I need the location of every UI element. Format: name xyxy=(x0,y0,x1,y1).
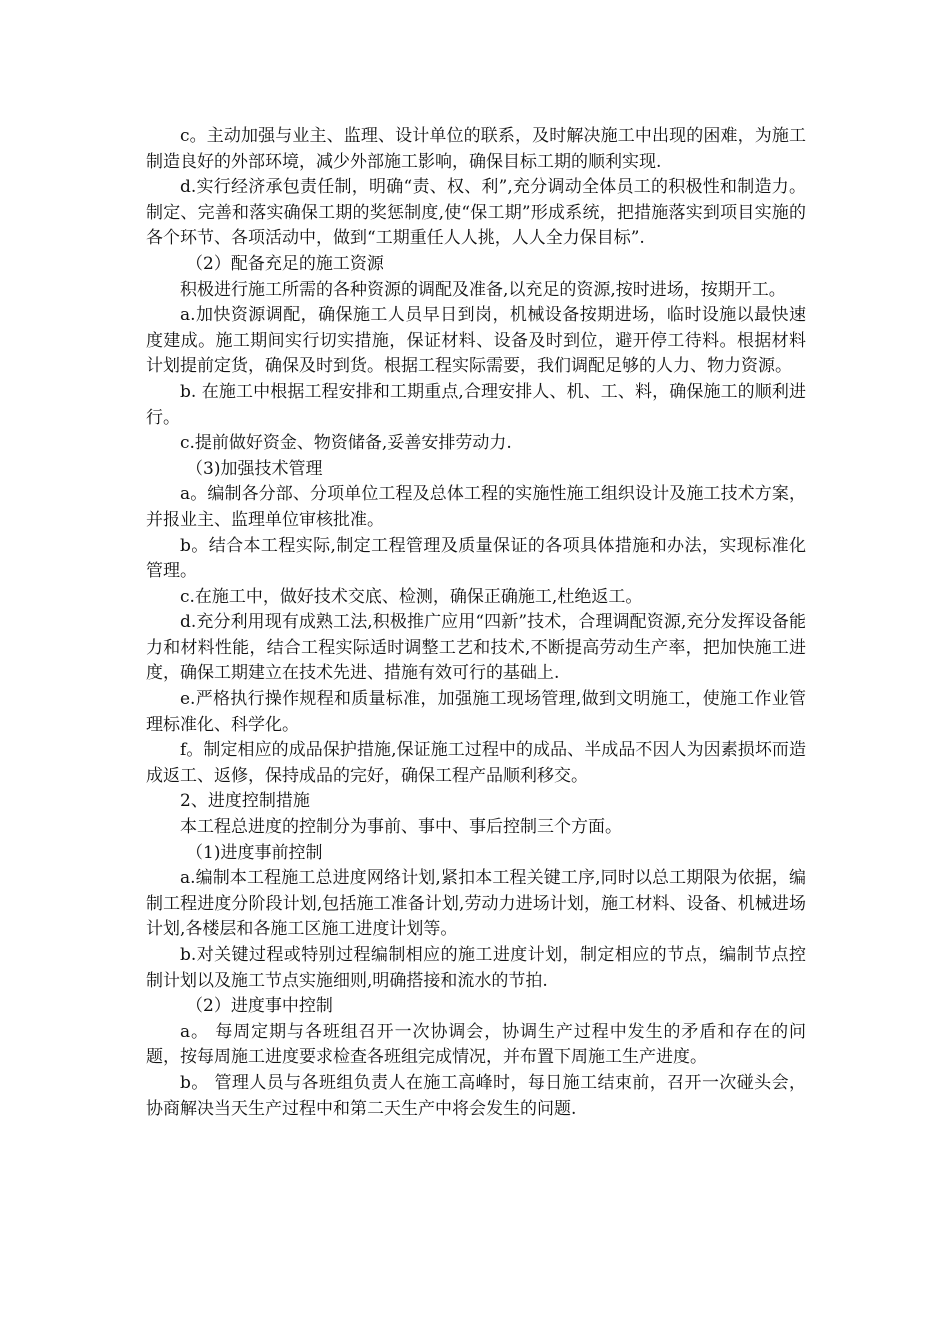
paragraph-f-protection: f。制定相应的成品保护措施,保证施工过程中的成品、半成品不因人为因素损坏而造成返工、返修，保持成品的完好，确保工程产品顺利移交。 xyxy=(146,740,806,786)
paragraph-a-network-plan: a.编制本工程施工总进度网络计划,紧扣本工程关键工序,同时以总工期限为依据，编制工程进度分阶段计划,包括施工准备计划,劳动力进场计划，施工材料、设备、机械进场计划,各楼层和各施工区施工进度计划等。 xyxy=(146,868,806,940)
paragraph-a-weekly-meeting: a。 每周定期与各班组召开一次协调会，协调生产过程中发生的矛盾和存在的问题，按每周施工进度要求检查各班组完成情况，并布置下周施工生产进度。 xyxy=(146,1021,806,1068)
paragraph-b-key-process: b.对关键过程或特别过程编制相应的施工进度计划，制定相应的节点，编制节点控制计划以及施工节点实施细则,明确搭接和流水的节拍. xyxy=(146,945,806,991)
paragraph-c-funds: c.提前做好资金、物资储备,妥善安排劳动力. xyxy=(180,433,512,454)
document-body xyxy=(146,124,806,1122)
paragraph-a-construction-design: a。编制各分部、分项单位工程及总体工程的实施性施工组织设计及施工技术方案，并报业主、监理单位审核批准。 xyxy=(146,484,806,530)
paragraph-c-disclosure: c.在施工中，做好技术交底、检测，确保正确施工,杜绝返工。 xyxy=(180,586,643,607)
paragraph-a-resource-allocation: a.加快资源调配，确保施工人员早日到岗，机械设备按期进场，临时设施以最快速度建成。施工期间实行切实措施，保证材料、设备及时到位，避开停工待料。根据材料计划提前定货，确保及时到货。根据工程实际需要，我们调配足够的人力、物力资源。 xyxy=(146,305,806,377)
paragraph-e-standards: e.严格执行操作规程和质量标准，加强施工现场管理,做到文明施工，使施工作业管理标准化、科学化。 xyxy=(146,689,806,735)
heading-resources: （2）配备充足的施工资源 xyxy=(186,253,384,274)
paragraph-b-daily-meeting: b。 管理人员与各班组负责人在施工高峰时，每日施工结束前，召开一次碰头会，协商解决当天生产过程中和第二天生产中将会发生的问题. xyxy=(146,1072,806,1119)
heading-schedule-control: 2、进度控制措施 xyxy=(180,791,310,812)
heading-in-process-control: （2）进度事中控制 xyxy=(186,996,333,1017)
paragraph-c-coordination: c。主动加强与业主、监理、设计单位的联系，及时解决施工中出现的困难，为施工制造良好的外部环境，减少外部施工影响，确保目标工期的顺利实现. xyxy=(146,126,806,172)
paragraph-schedule-intro: 本工程总进度的控制分为事前、事中、事后控制三个方面。 xyxy=(180,817,622,838)
heading-pre-control: （1)进度事前控制 xyxy=(186,842,323,863)
paragraph-resource-intro: 积极进行施工所需的各种资源的调配及准备,以充足的资源,按时进场，按期开工。 xyxy=(180,279,786,300)
paragraph-b-quality-measures: b。结合本工程实际,制定工程管理及质量保证的各项具体措施和办法，实现标准化管理。 xyxy=(146,535,806,582)
paragraph-d-new-methods: d.充分利用现有成熟工法,积极推广应用“四新”技术，合理调配资源,充分发挥设备能力和材料性能，结合工程实际适时调整工艺和技术,不断提高劳动生产率，把加快施工进度，确保工期建立在技术先进、措施有效可行的基础上. xyxy=(146,612,806,684)
paragraph-d-contract-responsibility: d.实行经济承包责任制，明确“责、权、利”,充分调动全体员工的积极性和制造力。制定、完善和落实确保工期的奖惩制度,使“保工期”形成系统，把措施落实到项目实施的各个环节、各项活动中，做到“工期重任人人挑，人人全力保目标”. xyxy=(146,177,806,249)
heading-technical-management: （3)加强技术管理 xyxy=(186,458,323,479)
paragraph-b-arrangement: b. 在施工中根据工程安排和工期重点,合理安排人、机、工、料，确保施工的顺利进行。 xyxy=(146,381,806,428)
